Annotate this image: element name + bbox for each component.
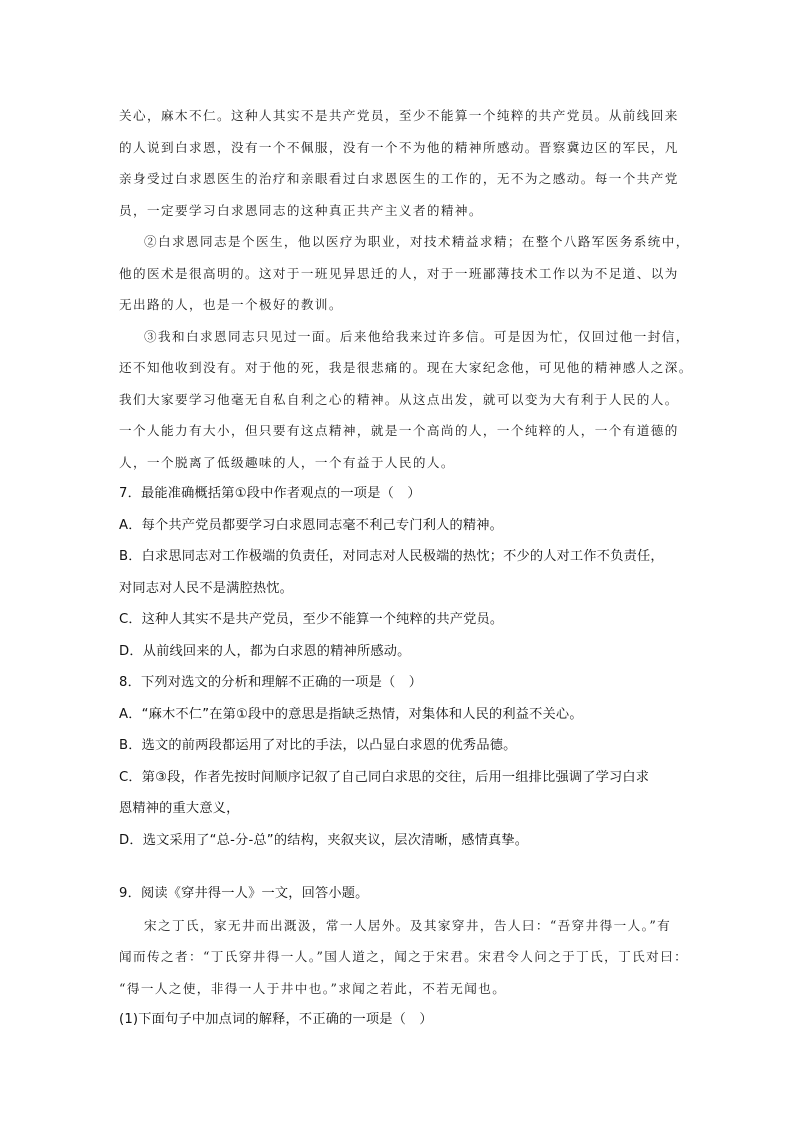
question-9-passage-line: 闻而传之者：“丁氏穿井得一人。”国人道之，闻之于宋君。宋君令人问之于丁氏，丁氏对曰： [119, 949, 689, 964]
passage-paragraph-3: ③我和白求恩同志只见过一面。后来他给我来过许多信。可是因为忙，仅回过他一封信， [144, 328, 690, 344]
question-8-option-c: C．第③段，作者先按时间顺序记叙了自己同白求思的交往，后用一组排比强调了学习白求 [119, 769, 650, 785]
question-8-option-b: B．选文的前两段都运用了对比的手法，以凸显白求恩的优秀品德。 [119, 738, 517, 753]
question-8-option-a: A．“麻木不仁”在第①段中的意思是指缺乏热情，对集体和人民的利益不关心。 [119, 706, 583, 722]
page-content [119, 100, 693, 1036]
question-7-option-b: B．白求思同志对工作极端的负责任，对同志对人民极端的热忱；不少的人对工作不负责任， [119, 549, 664, 564]
passage-line: 人，一个脱离了低级趣味的人，一个有益于人民的人。 [119, 454, 455, 470]
passage-line: 他的医术是很高明的。这对于一班见异思迁的人，对于一班鄙薄技术工作以为不足道、以为 [119, 265, 679, 281]
question-9-passage-line: “得一人之使，非得一人于井中也。”求闻之若此，不若无闻也。 [119, 980, 507, 996]
passage-line: 员，一定要学习白求恩同志的这种真正共产主义者的精神。 [119, 202, 483, 218]
question-9-stem: 9．阅读《穿井得一人》一文，回答小题。 [119, 886, 369, 901]
passage-line: 一个人能力有大小，但只要有这点精神，就是一个高尚的人，一个纯粹的人，一个有道德的 [119, 423, 679, 438]
question-8-option-d: D．选文采用了“总-分-总”的结构，夹叙夹议，层次清晰，感情真挚。 [119, 832, 529, 848]
passage-line: 亲身受过白求恩医生的治疗和亲眼看过白求恩医生的工作的，无不为之感动。每一个共产党 [119, 171, 679, 186]
question-9-sub-1: (1)下面句子中加点词的解释，不正确的一项是（ ） [119, 1012, 433, 1027]
passage-line: 我们大家要学习他毫无自私自利之心的精神。从这点出发，就可以变为大有利于人民的人。 [119, 391, 679, 407]
question-7-option-a: A．每个共产党员都要学习白求恩同志毫不利己专门利人的精神。 [119, 517, 504, 533]
passage-line: 关心，麻木不仁。这种人其实不是共产党员，至少不能算一个纯粹的共产党员。从前线回来 [119, 108, 679, 123]
passage-line: 的人说到白求恩，没有一个不佩服，没有一个不为他的精神所感动。晋察冀边区的军民，凡 [119, 139, 679, 155]
question-7-option-c: C．这种人其实不是共产党员，至少不能算一个纯粹的共产党员。 [119, 612, 504, 627]
question-7 [119, 478, 679, 667]
question-7-stem: 7．最能准确概括第①段中作者观点的一项是（ ） [119, 486, 421, 501]
passage-excerpt [119, 100, 693, 478]
passage-paragraph-2: ②白求恩同志是个医生，他以医疗为职业，对技术精益求精；在整个八路军医务系统中， [144, 234, 690, 249]
question-8-option-c-cont: 恩精神的重大意义， [119, 801, 240, 816]
question-9-passage-line: 宋之丁氏，家无井而出溉汲，常一人居外。及其家穿井，告人曰：“吾穿井得一人。”有 [144, 917, 672, 933]
question-7-option-d: D．从前线回来的人，都为白求恩的精神所感动。 [119, 643, 411, 659]
question-8 [119, 667, 679, 856]
passage-line: 还不知他收到没有。对于他的死，我是很悲痛的。现在大家纪念他，可见他的精神感人之深。 [119, 360, 693, 375]
passage-line: 无出路的人，也是一个极好的教训。 [119, 297, 343, 312]
question-8-stem: 8．下列对选文的分析和理解不正确的一项是（ ） [119, 675, 423, 690]
question-9 [119, 878, 689, 1036]
question-7-option-b-cont: 对同志对人民不是满腔热忱。 [119, 580, 294, 596]
section-spacer [119, 856, 679, 878]
